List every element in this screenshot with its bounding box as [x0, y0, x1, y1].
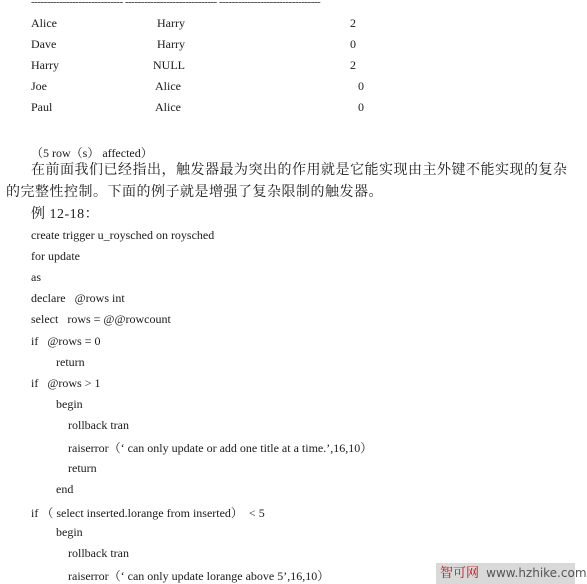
example-label: 例 12-18： [31, 207, 100, 222]
code-line: raiserror（‘ can only update or add one title at a time.’,16,10） [68, 441, 373, 455]
table-cell: Harry [157, 37, 185, 51]
table-cell: Alice [155, 100, 181, 114]
table-cell: 0 [358, 100, 364, 114]
code-line: as [31, 270, 41, 284]
code-line: rollback tran [68, 546, 129, 560]
paragraph-line-1: 在前面我们已经指出，触发器最为突出的作用就是它能实现由主外键不能实现的复杂 [31, 163, 568, 178]
table-cell: Joe [31, 79, 47, 93]
table-cell: 2 [350, 58, 356, 72]
code-line: if @rows > 1 [31, 376, 101, 390]
code-line: declare @rows int [31, 291, 125, 305]
code-line: select rows = @@rowcount [31, 312, 171, 326]
paragraph-line-2: 的完整性控制。下面的例子就是增强了复杂限制的触发器。 [6, 185, 383, 200]
code-line: if （ select inserted.lorange from inserted） < 5 [31, 506, 265, 520]
table-cell: Harry [31, 58, 59, 72]
code-line: return [68, 461, 97, 475]
table-cell: Paul [31, 100, 53, 114]
code-line: begin [56, 525, 83, 539]
code-line: if @rows = 0 [31, 334, 101, 348]
table-cell: NULL [153, 58, 185, 72]
table-cell: 0 [358, 79, 364, 93]
code-line: for update [31, 249, 80, 263]
code-line: end [56, 482, 74, 496]
code-line: return [56, 355, 85, 369]
code-line: rollback tran [68, 418, 129, 432]
site-watermark [436, 563, 587, 584]
table-cell: Dave [31, 37, 57, 51]
table-cell: Harry [157, 16, 185, 30]
table-cell: 2 [350, 16, 356, 30]
table-separator: ----------------------------- ----------------------------- -------------------------------- [31, 0, 321, 8]
watermark-brand: 智可网 [440, 566, 480, 581]
code-line: raiserror（‘ can only update lorange above 5’,16,10） [68, 569, 330, 583]
table-cell: Alice [31, 16, 57, 30]
code-line: create trigger u_roysched on roysched [31, 228, 215, 242]
table-cell: Alice [155, 79, 181, 93]
table-cell: 0 [350, 37, 356, 51]
watermark-url: www.hzhike.com [486, 566, 587, 580]
rows-affected-text: （5 row（s） affected） [31, 146, 153, 160]
code-line: begin [56, 397, 83, 411]
